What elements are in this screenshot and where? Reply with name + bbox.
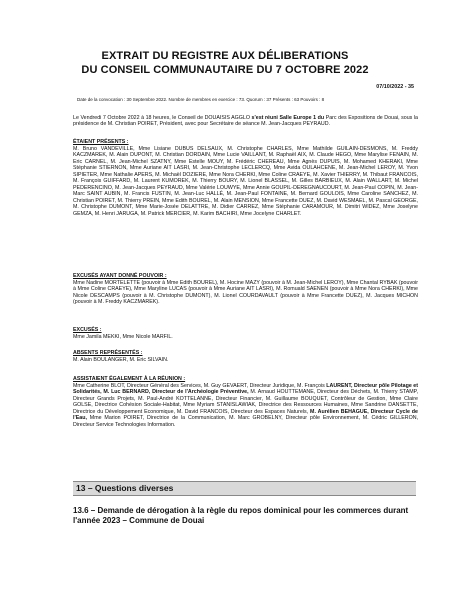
excuses-pouvoir-heading: EXCUSÉS AYANT DONNÉ POUVOIR : — [73, 273, 167, 279]
assistaient-text-c: Mme Marion POIRET, Directrice de la Communication, M. Marc GROBELNY, Directeur pôle Environnement, M. Cédric GILLERON, Directeur Service Technologies Information. — [73, 415, 418, 428]
intro-text-bold: s'est réuni Salle Europe 1 du — [251, 115, 325, 121]
excuses-section — [73, 327, 418, 340]
intro-text-end: Parc des Expositions de Douai, sous la présidence de M. Christian POIRET, Président, avec pour Secrétaire de séance M. Jean-Jacques PEYRAUD. — [73, 115, 419, 128]
assistaient-heading: ASSISTAIENT ÉGALEMENT À LA RÉUNION : — [73, 376, 186, 382]
section-header-bar — [73, 481, 416, 496]
intro-text-start: Le Vendredi 7 Octobre 2022 à 18 heures, le Conseil de DOUAISIS AGGLO — [73, 115, 252, 121]
title-line-1: EXTRAIT DU REGISTRE AUX DÉLIBERATIONS — [101, 50, 349, 62]
intro-paragraph — [73, 115, 418, 128]
excuses-list: Mme Jamila MEKKI, Mme Nicole MARFIL. — [73, 334, 173, 340]
assistaient-text-b: M. Arnaud HOUTTEMANE, Directeur des Déchets, M. Thierry STAMP, Directeur Grands Projets, M. Paul-André KOTTELANNE, Directeur Financier, M. Guillaume BOUQUET, Contrôleur de Gestion, Mme Claire GOLSE, Directrice Cohésion Sociale-Habitat, Mme Myriam STANISLAWIAK, Directrice des Ressources Humaines, Mme Sandrine DANSETTE, Directrice du Développement Economique, M. David FRANCOIS, Directeur des Espaces Naturels, — [73, 389, 418, 415]
assistaient-section — [73, 376, 418, 428]
section-title: 13 – Questions diverses — [76, 483, 174, 493]
deliberation-reference: 07/10/2022 - 35 — [376, 84, 414, 90]
presents-heading: ÉTAIENT PRÉSENTS : — [73, 139, 129, 145]
section-subtitle: 13.6 – Demande de dérogation à la règle du repos dominical pour les commerces durant l'année 2023 – Commune de Douai — [73, 506, 409, 525]
assistaient-bold-b: M. Aurélien BEHAGUE, Directeur Cycle de l'Eau, — [73, 408, 418, 422]
assistaient-bold-a: LAURENT, Directeur pôle Pilotage et Solidarités, M. Luc BERNARD, Directeur de l'Archéologie Préventive, — [73, 383, 418, 396]
presents-section — [73, 139, 418, 217]
convocation-meta: Date de la convocation : 30 Septembre 2022. Nombre de membres en exercice : 73. Quorum : 37 Présents : 63 Pouvoirs : 8 — [77, 97, 325, 102]
excuses-pouvoir-section — [73, 273, 418, 306]
assistaient-text-a: Mme Catherine BLOT, Directeur Général des Services, M. Guy GEVAERT, Directeur Juridique, M. François — [73, 383, 327, 389]
absents-heading: ABSENTS REPRÉSENTÉS : — [73, 350, 143, 356]
absents-section — [73, 350, 418, 363]
presents-list: M. Bruno VANDEVILLE, Mme Lisiane DUBUS DELSAUX, M. Christophe CHARLES, Mme Mathilde GUILAIN-DESMONS, M. Freddy KACZMAREK, M. Alain DUPONT, M. Christian DORDAIN, Mme Lucie VAILLANT, M. Raphaël AIX, M. Claude HEGO, Mme Marylise FENAIN, M. Eric CARNEL, M. Jean-Michel SZATNY, Mme Estelle MOUY, M. Frédéric CHEREAU, Mme Agnès DUPUIS, M. Mohamed KHERAKI, Mme Stéphanie STIERNON, Mme Auriane AIT LASRI, M. Jean-Christophe LECLERCQ, Mme Avida OULAHCENE, M. Jean-Michel LEROY, M. Yvon SIPIETER, Mme Nathalie APERS, M. Michaël DOZIERE, Mme Nora CHERKI, Mme Coline CRAEYE, M. Xavier THIERRY, M. Thibaut FRANCOIS, M. François GUIFFARD, M. Laurent KUMOREK, M. Thierry BOURY, M. Lionel BLASSEL, M. Gilles BARBIEUX, M. Alain WALLART, M. Michel PEDERENCINO, M. Jean-Jacques PEYRAUD, Mme Valérie LOUWYE, Mme Annie GOUPIL-DEREGNAUCOURT, M. Jean-Paul COPIN, M. Jean-Marc SAINT AUBIN, M. Francis FUSTIN, M. Jean-Luc HALLÉ, M. Jean-Paul FONTAINE, M. Bernard GOULOIS, Mme Caroline SANCHEZ, M. Christian POIRET, M. Thierry PREIN, Mme Edith BOUREL, M. Alain MENSION, Mme Francette DUEZ, M. David WESMAEL, M. Pascal GEORGE, M. Christophe DUMONT, Mme Marie-Josée DELATTRE, M. Didier CARREZ, Mme Stéphanie CARAMOUR, M. Dimitri WIDEZ, Mme Joselyne GEMZA, M. Henri JARUGA, M. Patrick MERCIER, M. Karim BACHIRI, Mme Jocelyne CHARLET. — [73, 146, 418, 217]
title-line-2: DU CONSEIL COMMUNAUTAIRE DU 7 OCTOBRE 2022 — [81, 64, 369, 76]
document-title — [40, 49, 410, 77]
absents-list: M. Alain BOULANGER, M. Eric SILVAIN. — [73, 357, 169, 363]
excuses-pouvoir-list: Mme Nadine MORTELETTE (pouvoir à Mme Edith BOUREL), M. Hocine MAZY (pouvoir à M. Jean-Michel LEROY), Mme Chantal RYBAK (pouvoir à Mme Coline CRAEYE), Mme Maryline LUCAS (pouvoir à Mme Auriane AIT LASRI), M. Romuald SAENEN (pouvoir à Mme Nora CHERKI), Mme Nicole DESCAMPS (pouvoir à M. Christophe DUMONT), M. Lionel COURDAVAULT (pouvoir à Mme Francette DUEZ), M. Jacques MICHON (pouvoir à M. Freddy KACZMAREK). — [73, 280, 418, 306]
excuses-heading: EXCUSÉS : — [73, 327, 102, 333]
